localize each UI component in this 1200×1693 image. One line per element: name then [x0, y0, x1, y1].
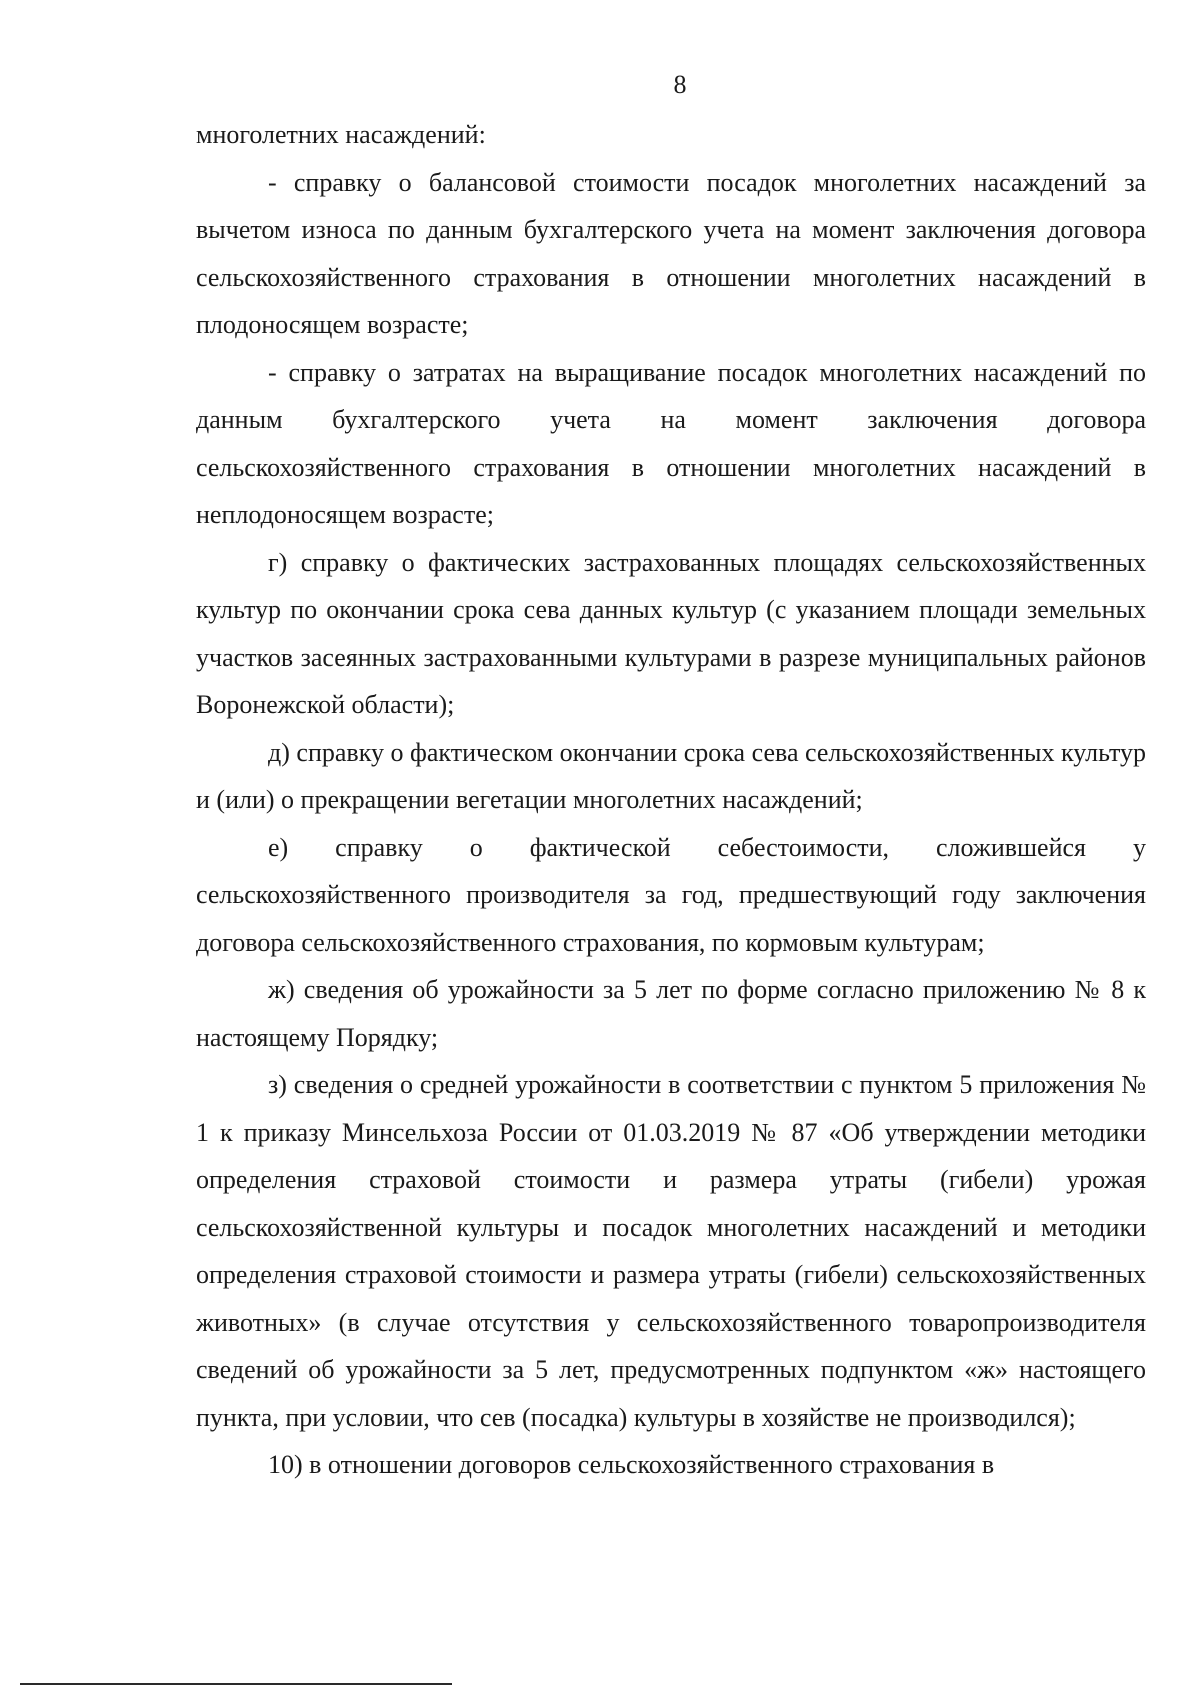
paragraph-item-zh: ж) сведения об урожайности за 5 лет по форме согласно приложению № 8 к настоящему Порядку;: [196, 975, 1146, 1052]
paragraph-item-z: з) сведения о средней урожайности в соответствии с пунктом 5 приложения № 1 к приказу Минсельхоза России от 01.03.2019 № 87 «Об утверждении методики определения страховой стоимости и размера утраты (гибели) урожая сельскохозяйственной культуры и посадок многолетних насаждений и методики определения страховой стоимости и размера утраты (гибели) сельскохозяйственных животных» (в случае отсутствия у сельскохозяйственного товаропроизводителя сведений об урожайности за 5 лет, предусмотренных подпунктом «ж» настоящего пункта, при условии, что сев (посадка) культуры в хозяйстве не производился);: [196, 1070, 1146, 1432]
page-number: 8: [673, 70, 687, 99]
paragraph-balance-value-certificate: - справку о балансовой стоимости посадок многолетних насаждений за вычетом износа по данным бухгалтерского учета на момент заключения договора сельскохозяйственного страхования в отношении многолетних насаждений в плодоносящем возрасте;: [196, 167, 1146, 339]
paragraph-item-10: 10) в отношении договоров сельскохозяйственного страхования в: [268, 1450, 995, 1479]
paragraph-item-g: г) справку о фактических застрахованных площадях сельскохозяйственных культур по окончании срока сева данных культур (с указанием площади земельных участков засеянных застрахованными культурами в разрезе муниципальных районов Воронежской области);: [196, 547, 1146, 719]
paragraph-continuation: многолетних насаждений:: [196, 120, 486, 149]
paragraph-item-d: д) справку о фактическом окончании срока сева сельскохозяйственных культур и (или) о прекращении вегетации многолетних насаждений;: [196, 737, 1146, 814]
document-body: [196, 111, 1146, 1489]
paragraph-item-e: е) справку о фактической себестоимости, сложившейся у сельскохозяйственного производителя за год, предшествующий году заключения договора сельскохозяйственного страхования, по кормовым культурам;: [196, 832, 1146, 957]
paragraph-cultivation-costs-certificate: - справку о затратах на выращивание посадок многолетних насаждений по данным бухгалтерского учета на момент заключения договора сельскохозяйственного страхования в отношении многолетних насаждений в неплодоносящем возрасте;: [196, 357, 1146, 529]
bottom-divider: [20, 1683, 452, 1685]
